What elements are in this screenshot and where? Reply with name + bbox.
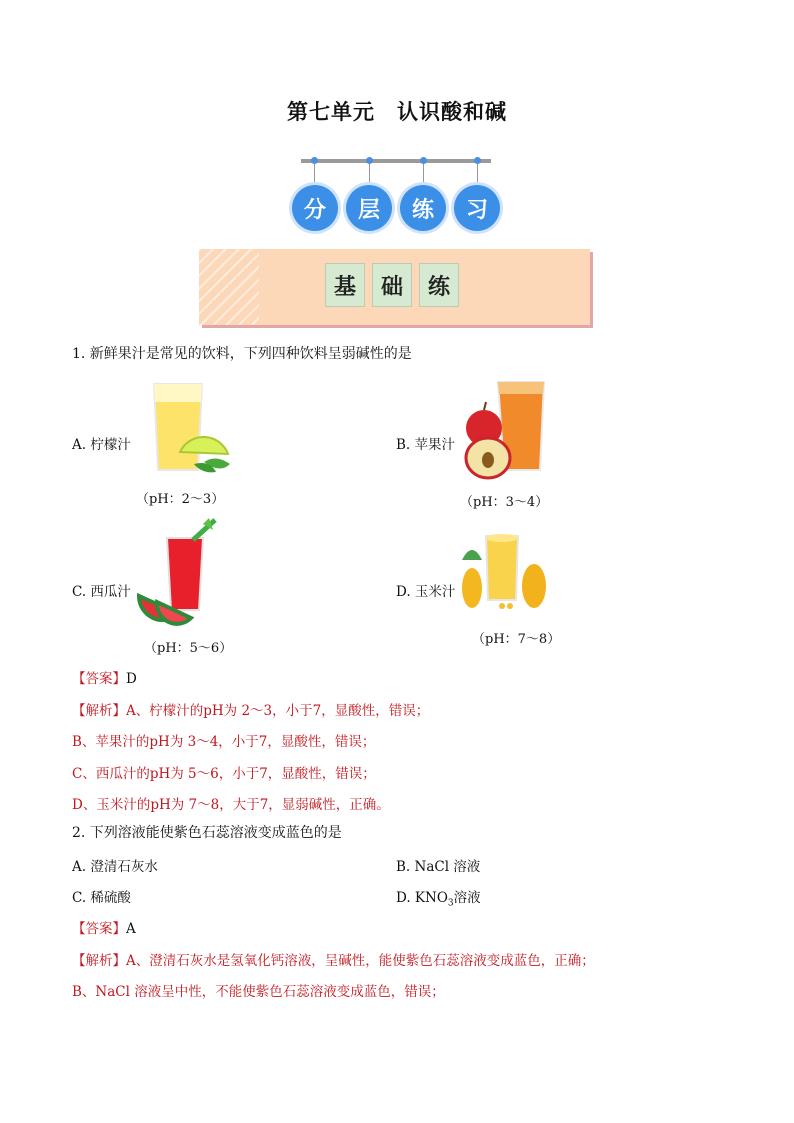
formula-suffix: 溶液 <box>453 890 481 906</box>
option-b: B. 苹果汁 <box>396 437 456 453</box>
question-1-analysis-line: C、西瓜汁的pH为 5～6，小于7，显酸性，错误； <box>72 766 376 782</box>
option-c-ph: （pH：5～6） <box>144 641 233 656</box>
option-d <box>396 886 481 909</box>
banner-stem <box>477 163 478 185</box>
question-2-answer <box>72 917 136 937</box>
banner-rail <box>301 159 491 163</box>
formula-subscript: 3 <box>447 898 454 909</box>
analysis-tag: 【解析】 <box>72 953 126 969</box>
answer-value: A <box>126 921 136 937</box>
option-b-ph: （pH：3～4） <box>460 495 549 510</box>
banner-circle: 分 <box>292 185 338 231</box>
question-1-analysis-line: D、玉米汁的pH为 7～8，大于7，显弱碱性，正确。 <box>72 797 390 813</box>
banner-circle: 习 <box>454 185 500 231</box>
option-a: A. 澄清石灰水 <box>72 859 158 875</box>
answer-tag: 【答案】 <box>72 921 126 937</box>
section-chip: 基 <box>325 263 365 307</box>
analysis-text: A、澄清石灰水是氢氧化钙溶液，呈碱性，能使紫色石蕊溶液变成蓝色，正确； <box>126 953 595 969</box>
option-a: A. 柠檬汁 <box>72 437 131 453</box>
analysis-tag: 【解析】 <box>72 703 126 719</box>
section-chip: 练 <box>419 263 459 307</box>
option-c: C. 西瓜汁 <box>72 584 131 600</box>
section-stripe <box>199 249 259 325</box>
question-1-analysis-line: B、苹果汁的pH为 3～4，小于7，显酸性，错误； <box>72 734 376 750</box>
option-d: D. 玉米汁 <box>396 584 456 600</box>
banner-stem <box>369 163 370 185</box>
question-1-stem: 1. 新鲜果汁是常见的饮料，下列四种饮料呈弱碱性的是 <box>72 346 412 362</box>
formula-text: D. KNO <box>396 890 448 906</box>
section-chip: 础 <box>372 263 412 307</box>
question-1-analysis-line <box>72 699 429 719</box>
lemon-juice-image <box>150 382 234 480</box>
option-c: C. 稀硫酸 <box>72 890 131 906</box>
option-d-ph: （pH：7～8） <box>472 632 561 647</box>
question-1-answer <box>72 667 137 687</box>
analysis-text: A、柠檬汁的pH为 2～3，小于7，显酸性，错误； <box>126 703 430 719</box>
banner-stem <box>314 163 315 185</box>
answer-tag: 【答案】 <box>72 671 126 687</box>
option-b: B. NaCl 溶液 <box>396 859 481 875</box>
question-2-analysis-line <box>72 949 595 969</box>
corn-juice-image <box>462 530 548 610</box>
apple-juice-image <box>462 378 548 482</box>
banner-stem <box>423 163 424 185</box>
banner-dot <box>366 157 373 164</box>
banner-dot <box>474 157 481 164</box>
option-a-ph: （pH：2～3） <box>136 492 225 507</box>
banner-dot <box>420 157 427 164</box>
banner-circle: 练 <box>400 185 446 231</box>
watermelon-juice-image <box>137 518 221 626</box>
banner-circle: 层 <box>346 185 392 231</box>
page-title: 第七单元 认识酸和碱 <box>287 100 507 124</box>
question-2-stem: 2. 下列溶液能使紫色石蕊溶液变成蓝色的是 <box>72 825 342 841</box>
banner-dot <box>311 157 318 164</box>
answer-value: D <box>126 671 137 687</box>
question-2-analysis-line: B、NaCl 溶液呈中性，不能使紫色石蕊溶液变成蓝色，错误； <box>72 984 445 1000</box>
